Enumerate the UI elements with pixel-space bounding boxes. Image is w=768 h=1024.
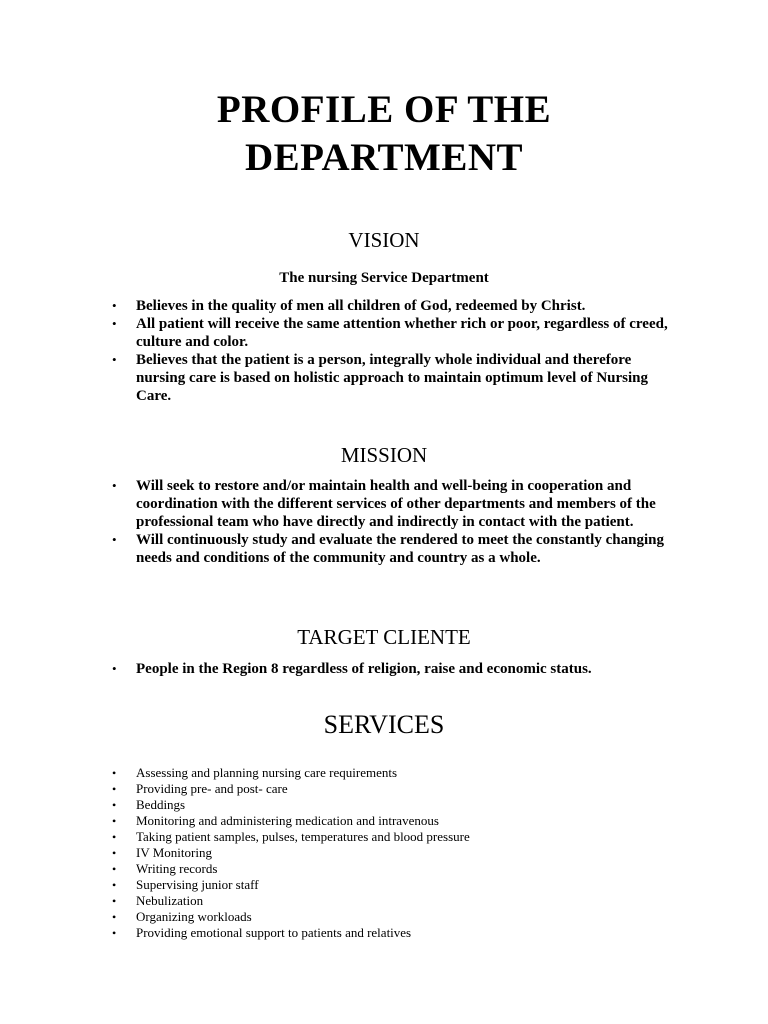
list-item [112, 797, 682, 813]
list-item-text: IV Monitoring [136, 845, 212, 860]
list-item [112, 845, 682, 861]
bullet-icon: • [112, 798, 117, 812]
bullet-icon: • [112, 814, 117, 828]
list-item [112, 781, 682, 797]
bullet-icon: • [112, 862, 117, 876]
page-title-line-2: DEPARTMENT [244, 136, 524, 179]
list-item-text: Will seek to restore and/or maintain health and well-being in cooperation and coordination with the different services of other departments and members of the professional team who have directly and indirectly in contact with the patient. [136, 478, 656, 530]
bullet-icon: • [112, 298, 117, 313]
list-item [112, 660, 682, 678]
vision-subheading: The nursing Service Department [279, 270, 489, 286]
list-item-text: Providing pre- and post- care [136, 781, 288, 796]
bullet-icon: • [112, 894, 117, 908]
list-item [112, 829, 682, 845]
bullet-icon: • [112, 661, 117, 676]
bullet-icon: • [112, 910, 117, 924]
list-item [112, 925, 682, 941]
list-item-text: Providing emotional support to patients and relatives [136, 925, 412, 940]
list-item [112, 765, 682, 781]
page-title-line-1: PROFILE OF THE [216, 88, 552, 131]
list-item-text: Will continuously study and evaluate the rendered to meet the constantly changing needs and conditions of the community and country as a whole. [136, 532, 664, 566]
list-item [112, 531, 682, 567]
list-item [112, 861, 682, 877]
bullet-icon: • [112, 926, 117, 940]
list-item-text: Organizing workloads [136, 909, 252, 924]
services-list [112, 765, 682, 941]
list-item-text: Nebulization [136, 893, 204, 908]
services-heading: SERVICES [323, 710, 445, 739]
vision-list [112, 297, 682, 405]
list-item [112, 893, 682, 909]
list-item [112, 351, 682, 405]
list-item [112, 297, 682, 315]
bullet-icon: • [112, 766, 117, 780]
mission-heading: MISSION [340, 443, 428, 467]
list-item-text: Beddings [136, 797, 186, 812]
bullet-icon: • [112, 782, 117, 796]
mission-list [112, 477, 682, 567]
list-item-text: Believes in the quality of men all children of God, redeemed by Christ. [136, 298, 586, 314]
page-title [0, 86, 768, 182]
list-item-text: All patient will receive the same attention whether rich or poor, regardless of creed, culture and color. [136, 316, 668, 350]
bullet-icon: • [112, 316, 117, 331]
target-clientele-heading: TARGET CLIENTE [297, 625, 471, 649]
vision-heading: VISION [348, 228, 420, 252]
bullet-icon: • [112, 846, 117, 860]
target-clientele-list [112, 660, 682, 678]
list-item [112, 877, 682, 893]
list-item-text: Believes that the patient is a person, integrally whole individual and therefore nursing care is based on holistic approach to maintain optimum level of Nursing Care. [136, 352, 648, 404]
bullet-icon: • [112, 352, 117, 367]
list-item-text: Taking patient samples, pulses, temperatures and blood pressure [136, 829, 470, 844]
list-item [112, 477, 682, 531]
bullet-icon: • [112, 878, 117, 892]
list-item [112, 315, 682, 351]
list-item-text: Writing records [136, 861, 218, 876]
list-item [112, 813, 682, 829]
list-item-text: Monitoring and administering medication and intravenous [136, 813, 439, 828]
bullet-icon: • [112, 532, 117, 547]
list-item [112, 909, 682, 925]
bullet-icon: • [112, 478, 117, 493]
list-item-text: People in the Region 8 regardless of religion, raise and economic status. [136, 661, 592, 677]
bullet-icon: • [112, 830, 117, 844]
list-item-text: Assessing and planning nursing care requirements [136, 765, 398, 780]
list-item-text: Supervising junior staff [136, 877, 259, 892]
